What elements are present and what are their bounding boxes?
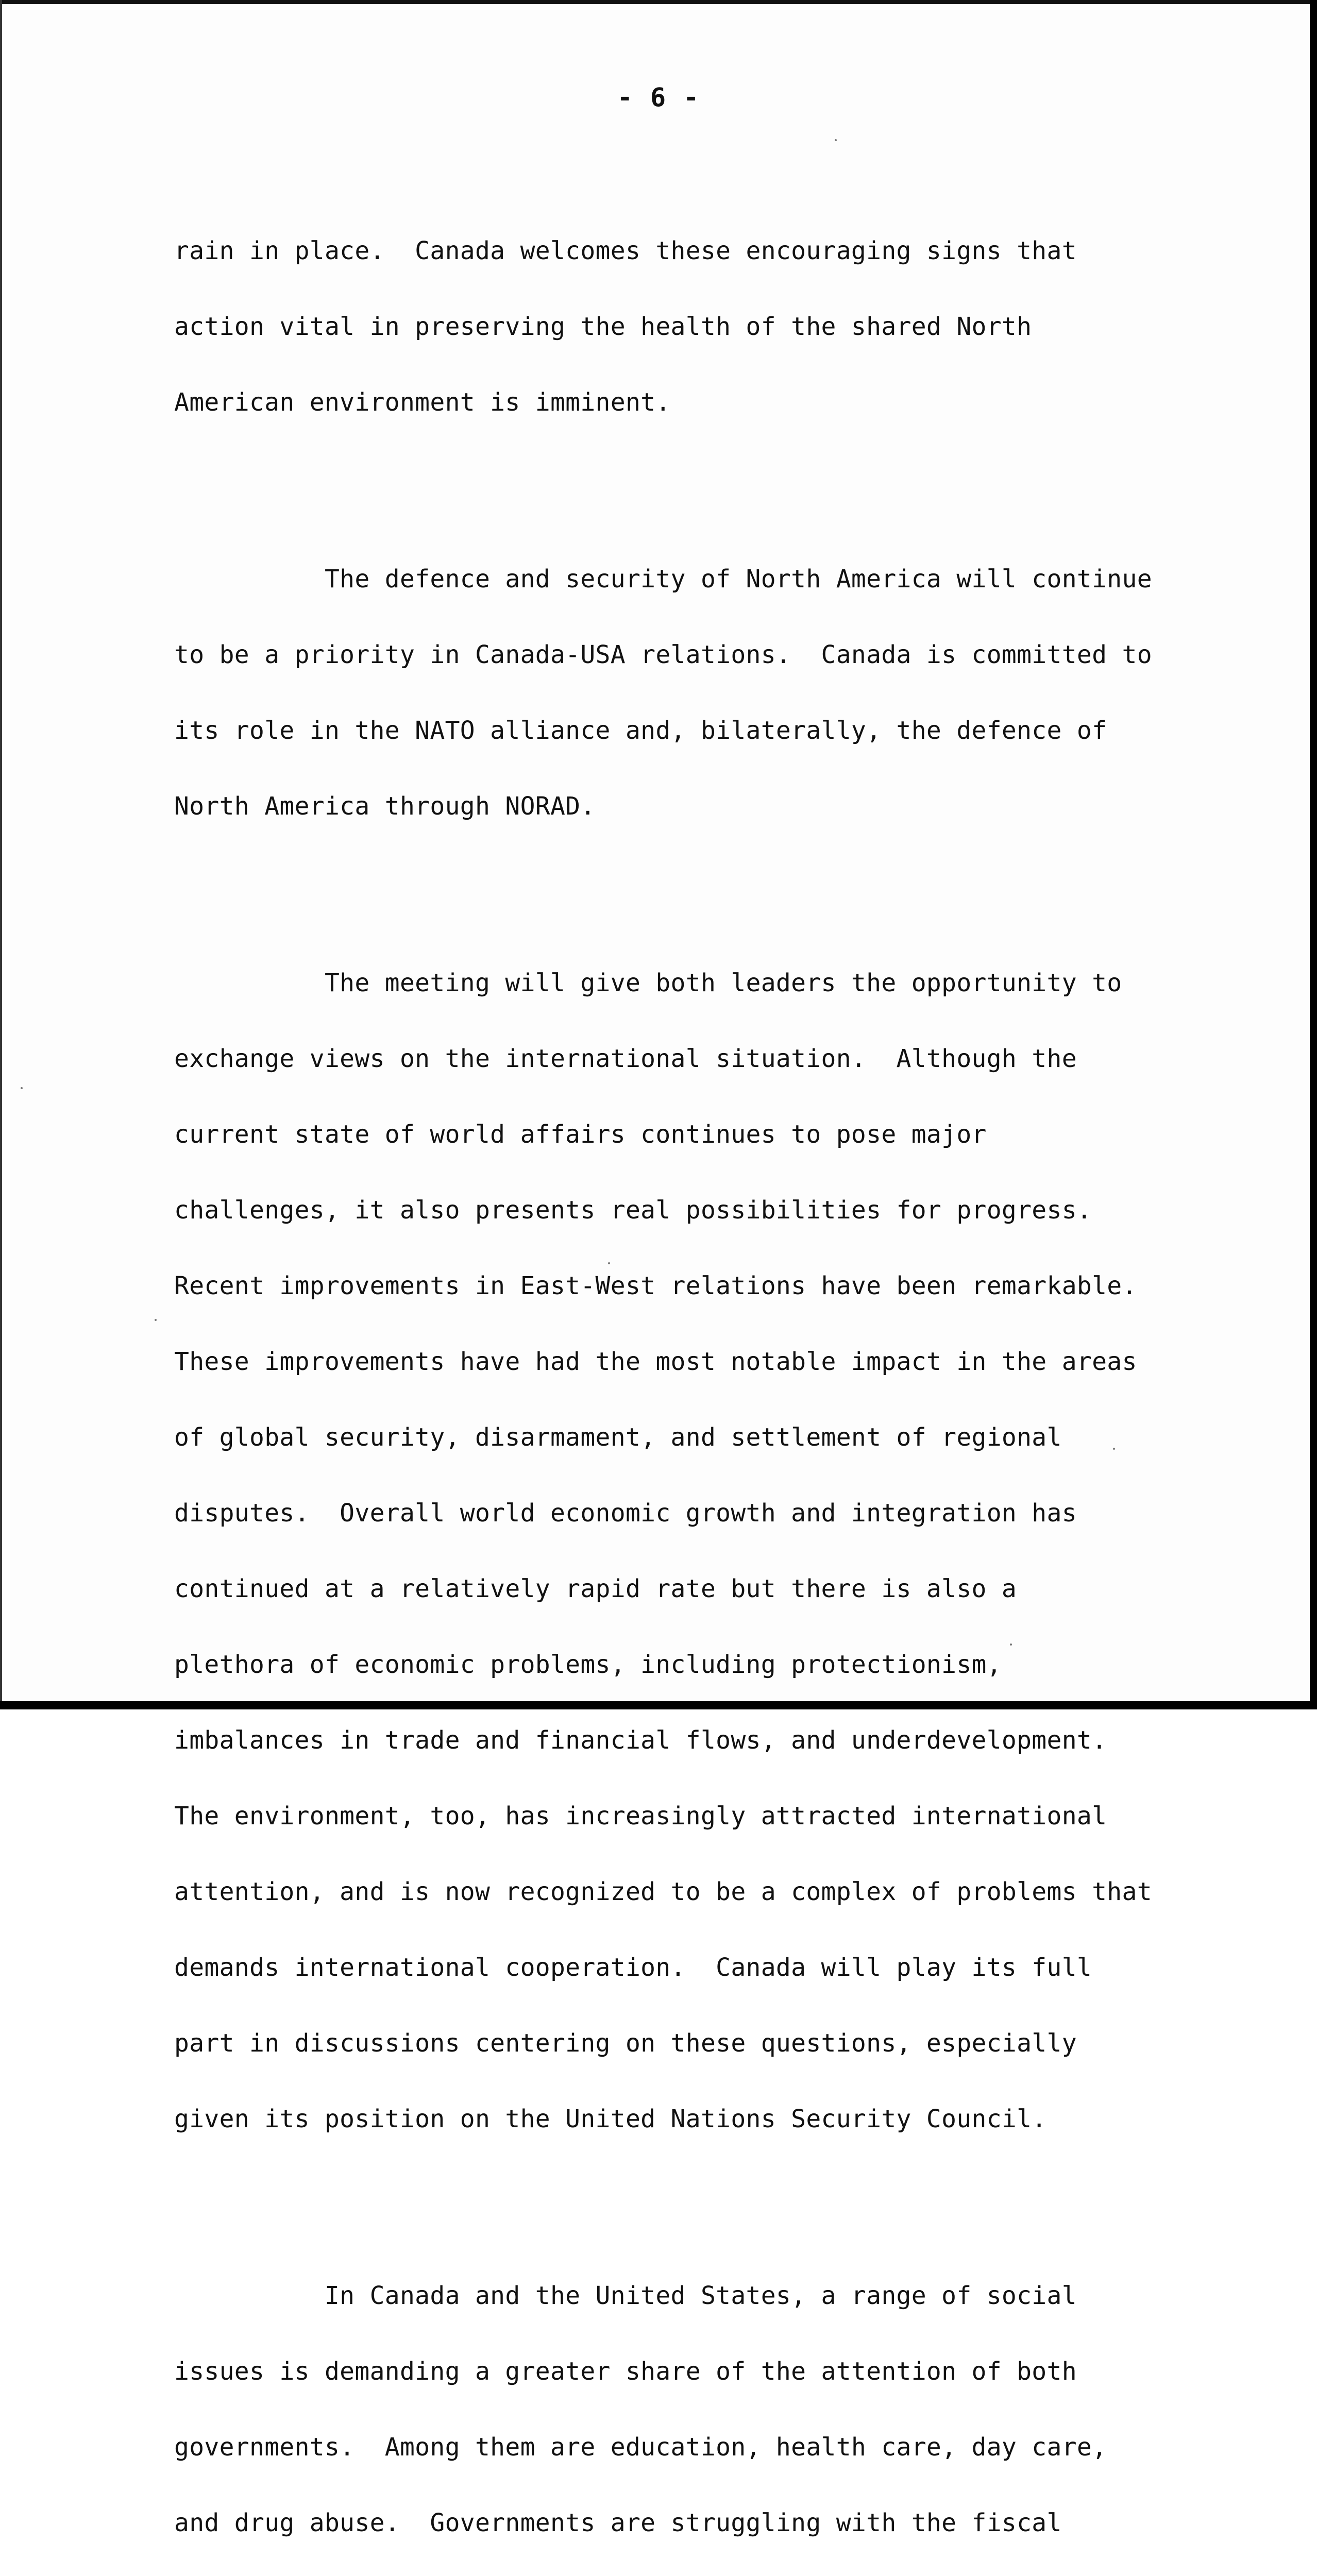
text-line: Recent improvements in East-West relations have been remarkable. — [174, 1272, 1137, 1300]
text-line: disputes. Overall world economic growth and integration has — [174, 1499, 1077, 1528]
text-line: demands international cooperation. Canada will play its full — [174, 1953, 1092, 1982]
text-line: American environment is imminent. — [174, 388, 671, 417]
text-line: The defence and security of North America will continue — [174, 565, 1152, 594]
scan-speck — [1010, 1643, 1012, 1646]
text-line: current state of world affairs continues to pose major — [174, 1120, 987, 1149]
page-number: - 6 - — [617, 82, 700, 112]
text-line: continued at a relatively rapid rate but there is also a — [174, 1574, 1017, 1603]
paragraph — [174, 516, 1179, 870]
text-line: its role in the NATO alliance and, bilaterally, the defence of — [174, 716, 1107, 745]
text-line: issues is demanding a greater share of the attention of both — [174, 2357, 1077, 2386]
text-line: and drug abuse. Governments are struggling with the fiscal — [174, 2509, 1062, 2537]
paragraph — [174, 188, 1179, 466]
text-line: challenges, it also presents real possibilities for progress. — [174, 1196, 1092, 1225]
text-line: governments. Among them are education, health care, day care, — [174, 2433, 1107, 2462]
scan-speck — [155, 1319, 157, 1321]
scan-edge-right — [1310, 0, 1317, 1709]
text-line: These improvements have had the most notable impact in the areas — [174, 1347, 1137, 1376]
scan-speck — [21, 1087, 23, 1089]
scan-speck — [835, 139, 837, 141]
text-line: of global security, disarmament, and settlement of regional — [174, 1423, 1062, 1452]
text-line: imbalances in trade and financial flows, and underdevelopment. — [174, 1726, 1107, 1755]
text-line: exchange views on the international situation. Although the — [174, 1044, 1077, 1073]
text-line: North America through NORAD. — [174, 792, 596, 821]
text-line: part in discussions centering on these questions, especially — [174, 2029, 1077, 2058]
scan-edge-top — [0, 0, 1317, 4]
text-line: plethora of economic problems, including protectionism, — [174, 1650, 1002, 1679]
text-line: In Canada and the United States, a range of social — [174, 2281, 1077, 2310]
scan-edge-left — [0, 0, 2, 1709]
body-text — [174, 188, 1179, 2576]
text-line: The environment, too, has increasingly attracted international — [174, 1802, 1107, 1831]
text-line: to be a priority in Canada-USA relations. Canada is committed to — [174, 640, 1152, 669]
text-line: attention, and is now recognized to be a complex of problems that — [174, 1877, 1152, 1906]
text-line: rain in place. Canada welcomes these encouraging signs that — [174, 236, 1077, 265]
scan-speck — [1113, 1448, 1115, 1450]
text-line: given its position on the United Nations Security Council. — [174, 2105, 1047, 2133]
scan-speck — [608, 1262, 610, 1264]
text-line: action vital in preserving the health of the shared North — [174, 312, 1032, 341]
paragraph — [174, 920, 1179, 2182]
paragraph — [174, 2233, 1179, 2576]
text-line: The meeting will give both leaders the opportunity to — [174, 969, 1122, 997]
